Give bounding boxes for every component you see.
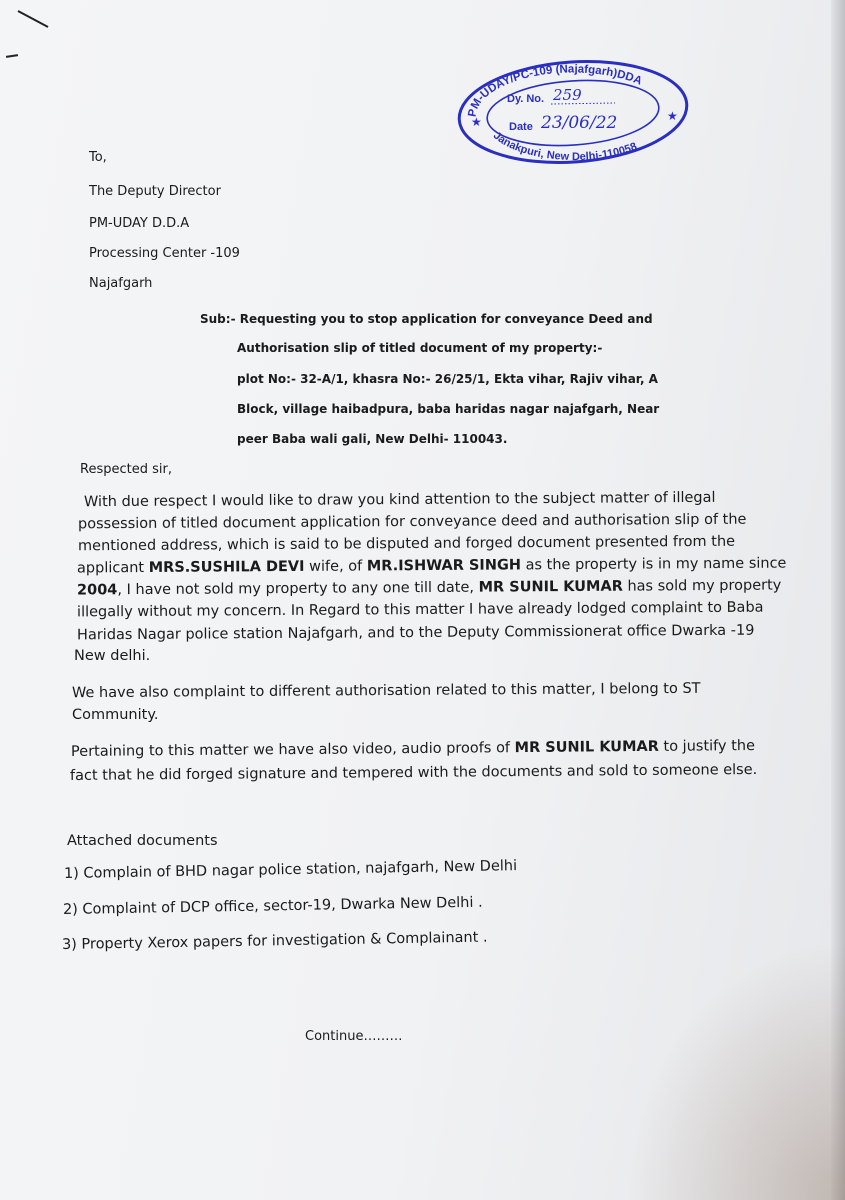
- stamp-dy-label: Dy. No.: [507, 93, 545, 105]
- para1-line-6: illegally without my concern. In Regard to this matter I have already lodged complaint to Baba: [76, 599, 764, 621]
- page-shadow: [625, 940, 845, 1200]
- para1-line-4: applicant MRS.SUSHILA DEVI wife, of MR.ISHWAR SINGH as the property is in my name since: [76, 555, 787, 577]
- continue-note: Continue………: [305, 1029, 403, 1044]
- address-line-2: PM-UDAY D.D.A: [89, 216, 190, 231]
- attachments-heading: Attached documents: [67, 833, 218, 849]
- address-line-1: The Deputy Director: [89, 184, 221, 199]
- para1-line-5: 2004, I have not sold my property to any one till date, MR SUNIL KUMAR has sold my property: [76, 577, 782, 599]
- stamp-top-text: PM-UDAY/PC-109 (Najafgarh)DDA: [466, 63, 644, 118]
- subject-line-2: Authorisation slip of titled document of my property:-: [237, 341, 603, 355]
- para1-line-2: possession of titled document application for conveyance deed and authorisation slip of the: [77, 511, 747, 533]
- stamp-bottom-text: Janakpuri, New Delhi-110058: [490, 129, 639, 164]
- attachment-item-1: 1) Complain of BHD nagar police station, najafgarh, New Delhi: [63, 858, 518, 882]
- para2-line-2: Community.: [72, 707, 159, 723]
- para3-line-2: fact that he did forged signature and tempered with the documents and sold to someone else.: [69, 762, 758, 784]
- office-stamp: [455, 58, 691, 166]
- stamp-star: ★: [667, 109, 678, 123]
- para1-line-7: Haridas Nagar police station Najafgarh, and to the Deputy Commissionerat office Dwarka -19: [76, 622, 755, 644]
- subject-line-1: Sub:- Requesting you to stop application for conveyance Deed and: [200, 312, 653, 326]
- attachment-item-3: 3) Property Xerox papers for investigation & Complainant .: [61, 929, 488, 953]
- address-line-4: Najafgarh: [89, 276, 153, 291]
- para1-line-8: New delhi.: [74, 648, 151, 664]
- address-to: To,: [89, 150, 107, 165]
- stamp-date-label: Date: [509, 121, 533, 133]
- para1-line-1: With due respect I would like to draw you kind attention to the subject matter of illegal: [83, 489, 716, 511]
- subject-line-5: peer Baba wali gali, New Delhi- 110043.: [237, 432, 508, 446]
- stamp-star: ★: [471, 115, 482, 129]
- para3-line-1: Pertaining to this matter we have also video, audio proofs of MR SUNIL KUMAR to justify the: [70, 738, 756, 760]
- stamp-dy-value: 259: [553, 86, 582, 104]
- para1-line-3: mentioned address, which is said to be disputed and forged document presented from the: [77, 533, 736, 555]
- salutation: Respected sir,: [80, 462, 172, 477]
- subject-line-4: Block, village haibadpura, baba haridas nagar najafgarh, Near: [237, 402, 660, 416]
- subject-line-3: plot No:- 32-A/1, khasra No:- 26/25/1, Ekta vihar, Rajiv vihar, A: [237, 372, 658, 386]
- stamp-date-value: 23/06/22: [541, 113, 618, 133]
- attachment-item-2: 2) Complaint of DCP office, sector-19, Dwarka New Delhi .: [62, 894, 483, 918]
- address-line-3: Processing Center -109: [89, 246, 240, 261]
- para2-line-1: We have also complaint to different authorisation related to this matter, I belong to ST: [71, 680, 701, 702]
